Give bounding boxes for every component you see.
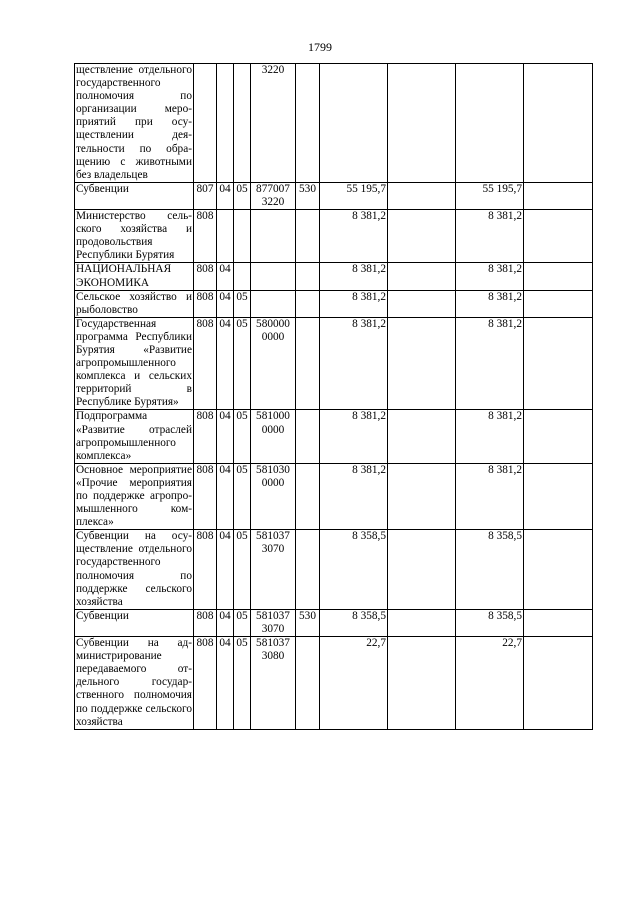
federal-part — [388, 182, 456, 209]
table-row — [75, 263, 593, 290]
federal-part — [388, 210, 456, 263]
amount-year-1: 8 381,2 — [320, 463, 388, 529]
expense-type-code — [296, 290, 320, 317]
target-article-code — [251, 290, 296, 317]
amount-year-1 — [320, 64, 388, 183]
amount-year-2: 8 381,2 — [456, 463, 524, 529]
subsection-code: 05 — [234, 609, 251, 636]
expense-type-code: 530 — [296, 182, 320, 209]
federal-part — [388, 637, 456, 730]
federal-part-2 — [524, 530, 593, 610]
target-article-code — [251, 210, 296, 263]
federal-part — [388, 530, 456, 610]
item-name: Субвенции на осуществление отдельного государственного полномочия по поддержке сельского хозяйства — [76, 530, 192, 608]
item-name: ществление отдельного государственного полномочия по организации мероприятий при осуществлении деятельности по обращению с животными без владельцев — [76, 64, 192, 181]
section-code — [217, 64, 234, 183]
section-code: 04 — [217, 637, 234, 730]
amount-year-2: 55 195,7 — [456, 182, 524, 209]
target-article-code: 581030 0000 — [251, 463, 296, 529]
subsection-code: 05 — [234, 290, 251, 317]
item-name: НАЦИОНАЛЬНАЯ ЭКОНОМИКА — [75, 263, 194, 290]
federal-part-2 — [524, 463, 593, 529]
subsection-code: 05 — [234, 317, 251, 410]
federal-part-2 — [524, 182, 593, 209]
subsection-code — [234, 64, 251, 183]
grbs-code: 808 — [194, 317, 217, 410]
expense-type-code — [296, 210, 320, 263]
amount-year-1: 8 381,2 — [320, 263, 388, 290]
budget-table — [74, 63, 593, 730]
subsection-code: 05 — [234, 463, 251, 529]
table-body — [75, 64, 593, 730]
expense-type-code — [296, 410, 320, 463]
expense-type-code — [296, 317, 320, 410]
table-row — [75, 410, 593, 463]
target-article-code: 581000 0000 — [251, 410, 296, 463]
federal-part-2 — [524, 637, 593, 730]
grbs-code: 808 — [194, 410, 217, 463]
federal-part-2 — [524, 210, 593, 263]
table-row — [75, 463, 593, 529]
section-code: 04 — [217, 463, 234, 529]
section-code: 04 — [217, 317, 234, 410]
item-name: Государственная программа Республики Бурятия «Развитие агропромышленного комплекса и сельских территорий в Республике Бурятия» — [76, 317, 192, 409]
table-row — [75, 530, 593, 610]
grbs-code: 808 — [194, 609, 217, 636]
subsection-code — [234, 210, 251, 263]
table-row — [75, 317, 593, 410]
amount-year-1: 55 195,7 — [320, 182, 388, 209]
amount-year-2 — [456, 64, 524, 183]
expense-type-code — [296, 263, 320, 290]
target-article-code: 581037 3070 — [251, 530, 296, 610]
expense-type-code — [296, 64, 320, 183]
federal-part-2 — [524, 64, 593, 183]
grbs-code: 808 — [194, 290, 217, 317]
grbs-code: 808 — [194, 530, 217, 610]
expense-type-code: 530 — [296, 609, 320, 636]
grbs-code: 808 — [194, 463, 217, 529]
federal-part — [388, 410, 456, 463]
table-row — [75, 210, 593, 263]
expense-type-code — [296, 463, 320, 529]
item-name: Субвенции — [75, 609, 194, 636]
federal-part — [388, 290, 456, 317]
target-article-code: 580000 0000 — [251, 317, 296, 410]
amount-year-2: 8 358,5 — [456, 609, 524, 636]
section-code: 04 — [217, 609, 234, 636]
federal-part — [388, 317, 456, 410]
section-code: 04 — [217, 530, 234, 610]
federal-part-2 — [524, 263, 593, 290]
table-row — [75, 182, 593, 209]
item-name: Подпрограмма «Развитие отраслей агропромышленного комплекса» — [76, 410, 192, 462]
item-name: Основное мероприятие «Прочие мероприятия по поддержке агропромышленного комплекса» — [76, 463, 192, 529]
federal-part-2 — [524, 317, 593, 410]
amount-year-1: 8 381,2 — [320, 410, 388, 463]
amount-year-2: 8 358,5 — [456, 530, 524, 610]
grbs-code — [194, 64, 217, 183]
section-code: 04 — [217, 263, 234, 290]
target-article-code: 581037 3070 — [251, 609, 296, 636]
amount-year-1: 8 358,5 — [320, 530, 388, 610]
section-code: 04 — [217, 410, 234, 463]
target-article-code: 877007 3220 — [251, 182, 296, 209]
item-name: Министерство сельского хозяйства и продовольствия Республики Бурятия — [76, 210, 192, 262]
expense-type-code — [296, 530, 320, 610]
section-code: 04 — [217, 182, 234, 209]
grbs-code: 807 — [194, 182, 217, 209]
grbs-code: 808 — [194, 637, 217, 730]
subsection-code: 05 — [234, 182, 251, 209]
federal-part-2 — [524, 290, 593, 317]
amount-year-2: 8 381,2 — [456, 263, 524, 290]
target-article-code: 581037 3080 — [251, 637, 296, 730]
amount-year-1: 8 358,5 — [320, 609, 388, 636]
amount-year-1: 8 381,2 — [320, 317, 388, 410]
federal-part-2 — [524, 609, 593, 636]
amount-year-2: 8 381,2 — [456, 210, 524, 263]
table-row — [75, 290, 593, 317]
item-name: Субвенции на администрирование передаваемого отдельного государственного полномочия по поддержке сельского хозяйства — [76, 637, 192, 728]
federal-part — [388, 263, 456, 290]
section-code: 04 — [217, 290, 234, 317]
amount-year-1: 22,7 — [320, 637, 388, 730]
amount-year-1: 8 381,2 — [320, 290, 388, 317]
amount-year-2: 22,7 — [456, 637, 524, 730]
item-name: Сельское хозяйство и рыболовство — [76, 290, 192, 316]
table-row — [75, 609, 593, 636]
expense-type-code — [296, 637, 320, 730]
grbs-code: 808 — [194, 210, 217, 263]
subsection-code — [234, 263, 251, 290]
federal-part — [388, 463, 456, 529]
federal-part — [388, 64, 456, 183]
table-row — [75, 637, 593, 730]
item-name: Субвенции — [75, 182, 194, 209]
target-article-code — [251, 263, 296, 290]
subsection-code: 05 — [234, 410, 251, 463]
grbs-code: 808 — [194, 263, 217, 290]
section-code — [217, 210, 234, 263]
subsection-code: 05 — [234, 530, 251, 610]
table-row — [75, 64, 593, 183]
target-article-code: 3220 — [251, 64, 296, 183]
federal-part-2 — [524, 410, 593, 463]
amount-year-2: 8 381,2 — [456, 410, 524, 463]
subsection-code: 05 — [234, 637, 251, 730]
page-number: 1799 — [308, 40, 332, 54]
amount-year-2: 8 381,2 — [456, 290, 524, 317]
amount-year-2: 8 381,2 — [456, 317, 524, 410]
amount-year-1: 8 381,2 — [320, 210, 388, 263]
federal-part — [388, 609, 456, 636]
